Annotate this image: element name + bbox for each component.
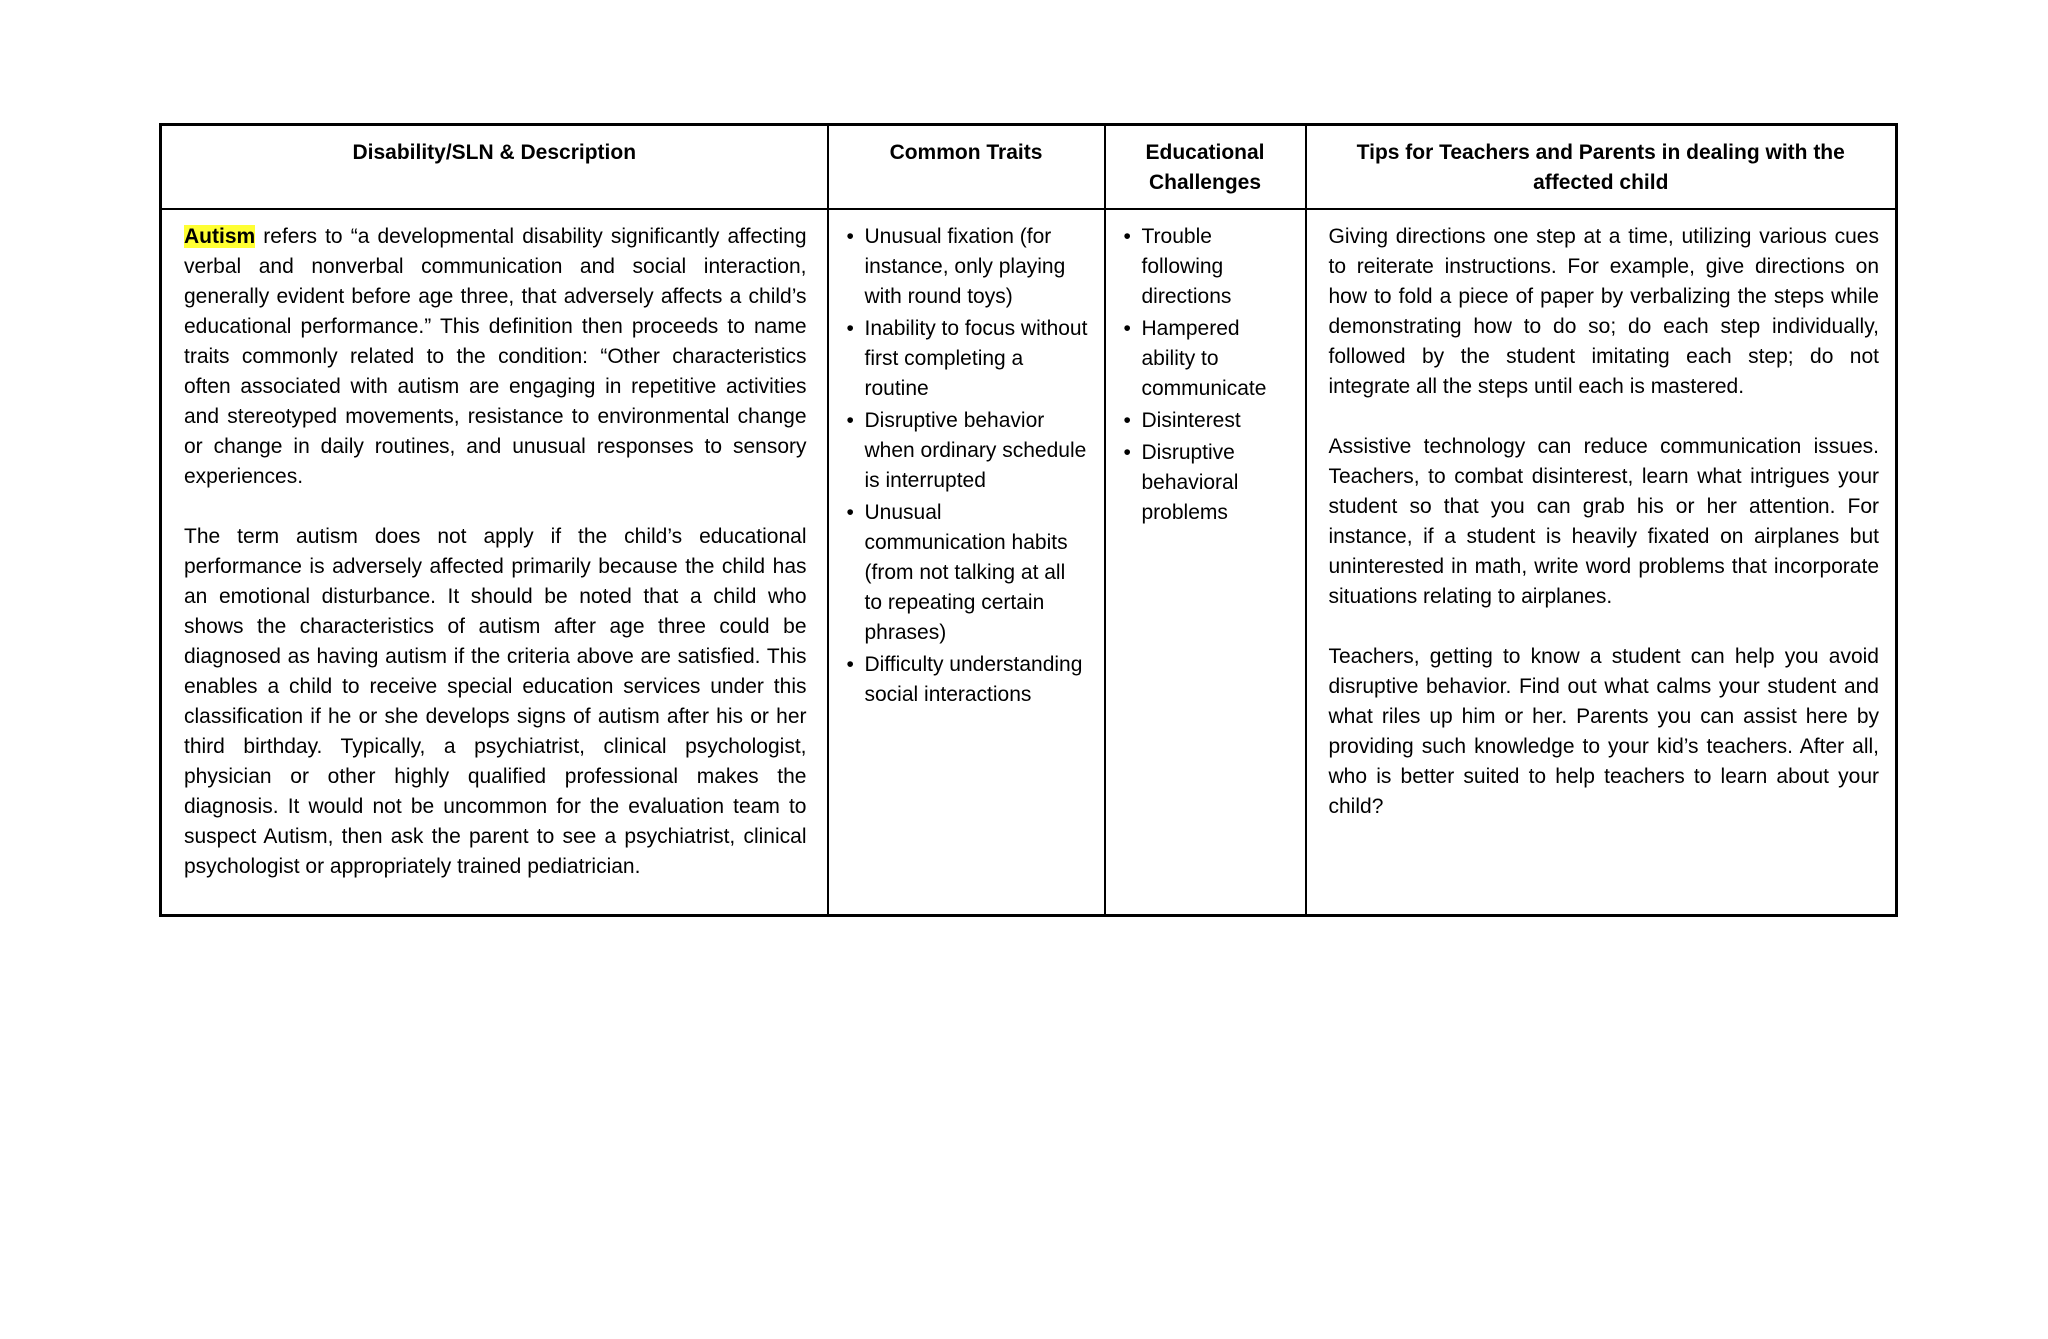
description-paragraph-2: The term autism does not apply if the child’s educational performance is adversely affected primarily because the child has an emotional disturbance. It should be noted that a child who shows the characteristics of autism after age three could be diagnosed as having autism if the criteria above are satisfied. This enables a child to receive special education services under this classification if he or she develops signs of autism after his or her third birthday. Typically, a psychiatrist, clinical psychologist, physician or other highly qualified professional makes the diagnosis. It would not be uncommon for the evaluation team to suspect Autism, then ask the parent to see a psychiatrist, clinical psychologist or appropriately trained pediatrician. [184,524,807,878]
list-item: • Disruptive behavior when ordinary schedule is interrupted [845,406,1088,496]
list-item: • Difficulty understanding social interactions [845,650,1088,710]
description-cell [161,209,828,916]
header-tips: Tips for Teachers and Parents in dealing with the affected child [1306,125,1897,209]
list-item: • Disinterest [1122,406,1295,436]
bullet-icon: • [846,316,854,340]
bullet-icon: • [1123,408,1131,432]
bullet-icon: • [1123,224,1131,248]
bullet-icon: • [846,408,854,432]
header-educational-challenges: Educational Challenges [1105,125,1306,209]
list-item: • Unusual communication habits (from not talking at all to repeating certain phrases) [845,498,1088,648]
bullet-icon: • [1123,440,1131,464]
bullet-icon: • [1123,316,1131,340]
list-item: • Inability to focus without first completing a routine [845,314,1088,404]
list-item: • Unusual fixation (for instance, only playing with round toys) [845,222,1088,312]
tips-paragraph-2: Assistive technology can reduce communication issues. Teachers, to combat disinterest, learn what intrigues your student so that you can grab his or her attention. For instance, if a student is heavily fixated on airplanes but uninterested in math, write word problems that incorporate situations relating to airplanes. [1328,434,1879,608]
autism-highlight: Autism [184,224,256,248]
disability-table [159,123,1898,917]
traits-list [845,222,1088,710]
challenges-list [1122,222,1295,528]
header-common-traits: Common Traits [828,125,1105,209]
bullet-icon: • [846,500,854,524]
list-item: • Disruptive behavioral problems [1122,438,1295,528]
description-paragraph-1 [184,222,807,492]
header-row [161,125,1897,209]
autism-row [161,209,1897,916]
challenges-cell [1105,209,1306,916]
header-description: Disability/SLN & Description [161,125,828,209]
list-item: • Hampered ability to communicate [1122,314,1295,404]
tips-paragraph-1: Giving directions one step at a time, utilizing various cues to reiterate instructions. For example, give directions on how to fold a piece of paper by verbalizing the steps while demonstrating how to do so; do each step individually, followed by the student imitating each step; do not integrate all the steps until each is mastered. [1328,224,1879,398]
bullet-icon: • [846,224,854,248]
traits-cell [828,209,1105,916]
tips-cell [1306,209,1897,916]
list-item: • Trouble following directions [1122,222,1295,312]
tips-paragraph-3: Teachers, getting to know a student can help you avoid disruptive behavior. Find out what calms your student and what riles up him or her. Parents you can assist here by providing such knowledge to your kid’s teachers. After all, who is better suited to help teachers to learn about your child? [1328,644,1879,818]
description-p1-text: refers to “a developmental disability significantly affecting verbal and nonverbal communication and social interaction, generally evident before age three, that adversely affects a child’s educational performance.” This definition then proceeds to name traits commonly related to the condition: “Other characteristics often associated with autism are engaging in repetitive activities and stereotyped movements, resistance to environmental change or change in daily routines, and unusual responses to sensory experiences. [184,224,807,488]
bullet-icon: • [846,652,854,676]
